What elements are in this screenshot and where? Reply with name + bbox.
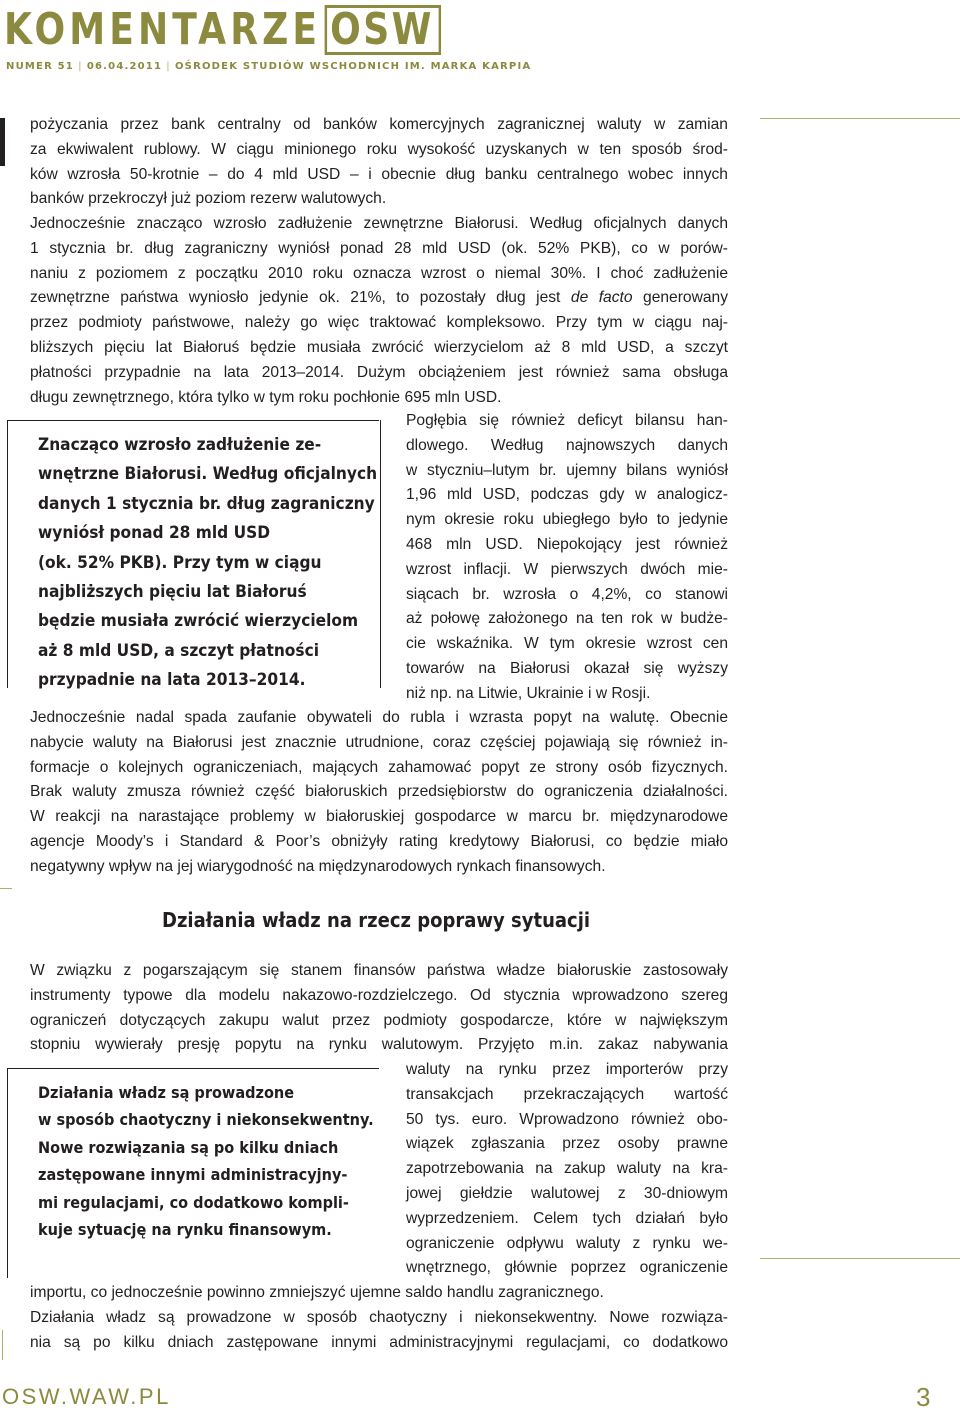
masthead xyxy=(0,0,532,90)
quote-line: Działania władz są prowadzone xyxy=(38,1084,295,1102)
text-line: Jednocześnie znacząco wzrosło zadłużenie zewnętrzne Białorusi. Według oficjalnych danych xyxy=(30,215,728,232)
text-line: W reakcji na narastające problemy w białoruskiej gospodarce w marcu br. międzynarodowe xyxy=(30,808,728,826)
text-line: waluty na rynku przez importerów przy xyxy=(406,1061,728,1078)
pull-quote-chaos xyxy=(7,1068,380,1278)
text-line: zapotrzebowania na zakup waluty na kra- xyxy=(406,1160,728,1178)
quote-line: przypadnie na lata 2013–2014. xyxy=(38,670,306,690)
paragraph-trade-deficit xyxy=(406,409,728,707)
meta-separator: | xyxy=(77,61,83,72)
quote-line: aż 8 mld USD, a szczyt płatności xyxy=(38,640,320,660)
text-line: dlowego. Według najnowszych danych xyxy=(406,436,728,454)
quote-line: Nowe rozwiązania są po kilku dniach xyxy=(38,1138,339,1157)
text-line: importu, co jednocześnie powinno zmniejszyć ujemne saldo handlu zagranicznego. xyxy=(30,1284,604,1301)
paragraph-chaotic-actions xyxy=(30,1306,728,1356)
quote-line: będzie musiała zwrócić wierzycielom xyxy=(38,611,359,631)
decorative-rule xyxy=(2,1330,3,1360)
logo-title: KOMENTARZE xyxy=(4,4,322,55)
quote-line: zastępowane innymi administracyjny- xyxy=(38,1166,348,1185)
quote-line: danych 1 stycznia br. dług zagraniczny xyxy=(38,493,375,513)
text-line: stopniu wywierały presję popytu na rynku walutowym. Przyjęto m.in. zakaz nabywania xyxy=(30,1036,728,1054)
paragraph-import-restrictions xyxy=(406,1058,728,1281)
pull-quote-debt xyxy=(7,420,381,688)
section-heading: Działania władz na rzecz poprawy sytuacji xyxy=(162,908,591,932)
decorative-rule xyxy=(0,888,12,889)
footer-website-link[interactable]: OSW.WAW.PL xyxy=(2,1384,171,1409)
quote-line: w sposób chaotyczny i niekonsekwentny. xyxy=(38,1111,374,1130)
meta-separator: | xyxy=(166,61,171,72)
text-line: 1,96 mld USD, podczas gdy w analogicz- xyxy=(406,486,728,504)
text-line: negatywny wpływ na jej wiarygodność na międzynarodowych rynkach finansowych. xyxy=(30,857,606,875)
text-line: aż połowę założonego na ten rok w budże- xyxy=(406,610,728,628)
text-line: Jednocześnie nadal spada zaufanie obywateli do rubla i wzrasta popyt na walutę. Obecnie xyxy=(30,709,728,726)
decorative-rule xyxy=(760,118,960,119)
publication-logo xyxy=(4,4,441,56)
quote-line: najbliższych pięciu lat Białoruś xyxy=(38,582,307,602)
text-line: w styczniu–lutym br. ujemny bilans wyniósł xyxy=(406,461,728,479)
text-line: Brak waluty zmusza również część białoruskich przedsiębiorstw do ograniczenia działalności. xyxy=(30,783,728,801)
text-line: ków wzrosła 50-krotnie – do 4 mld USD – i obecnie dług banku centralnego wobec innych xyxy=(30,165,728,183)
text-line: pożyczania przez bank centralny od banków komercyjnych zagranicznej waluty w zamian xyxy=(30,116,728,133)
text-line: ograniczenie odpływu waluty z rynku we- xyxy=(406,1234,728,1252)
paragraph-import-continued xyxy=(30,1281,728,1306)
text-line: 50 tys. euro. Wprowadzono również obo- xyxy=(406,1110,728,1128)
text-line: formacje o kolejnych ograniczeniach, mających zahamować popyt ze strony osób fizycznych. xyxy=(30,758,728,776)
paragraph-reserves xyxy=(30,113,728,212)
italic-term: de facto xyxy=(570,289,633,307)
text-line: wzrost inflacji. W pierwszych dwóch mie- xyxy=(406,560,728,578)
text-line: za ekwiwalent rublowy. W ciągu minionego roku wysokość uzyskanych w ten sposób środ- xyxy=(30,140,728,158)
section-marker xyxy=(0,118,5,166)
quote-line: mi regulacjami, co dodatkowo kompli- xyxy=(38,1193,349,1212)
publisher-name: OŚRODEK STUDIÓW WSCHODNICH IM. MARKA KARPIA xyxy=(174,61,532,72)
text-line: 1 stycznia br. dług zagraniczny wyniósł ponad 28 mld USD (ok. 52% PKB), co w porów- xyxy=(30,239,728,257)
issue-number: NUMER 51 xyxy=(6,61,74,72)
quote-line: wnętrzne Białorusi. Według oficjalnych xyxy=(38,464,378,484)
text-line xyxy=(30,286,728,311)
text-line: Działania władz są prowadzone w sposób chaotyczny i niekonsekwentny. Nowe rozwiąza- xyxy=(30,1309,728,1326)
text-line: ograniczeń dotyczących zakupu walut przez podmioty gospodarcze, które w największym xyxy=(30,1011,728,1029)
text-line: wiązek zgłaszania przez osoby prawne xyxy=(406,1135,728,1153)
logo-osw: OSW xyxy=(324,5,441,55)
text-segment: zewnętrzne państwa wyniosło jedynie ok. 21%, to pozostały dług jest xyxy=(30,289,561,307)
text-line: siącach br. wzrosła o 4,2%, co stanowi xyxy=(406,585,728,603)
text-line: transakcjach przekraczających wartość xyxy=(406,1085,728,1103)
text-line: 468 mln USD. Niepokojący jest również xyxy=(406,535,728,553)
text-line: jowej giełdzie walutowej z 30-dniowym xyxy=(406,1184,728,1202)
issue-meta xyxy=(6,61,531,72)
text-line: wyprzedzeniem. Celem tych działań było xyxy=(406,1209,728,1227)
text-line: przez podmioty państwowe, należy go więc traktować kompleksowo. Przy tym w ciągu naj- xyxy=(30,314,728,332)
issue-date: 06.04.2011 xyxy=(86,61,163,72)
text-line: Pogłębia się również deficyt bilansu han- xyxy=(406,412,728,429)
text-line: naniu z poziomem z początku 2010 roku oznacza wzrost o niemal 30%. I choć zadłużenie xyxy=(30,264,728,282)
text-line: nabycie waluty na Białorusi jest znacznie utrudnione, coraz częściej pojawiają się również in- xyxy=(30,733,728,751)
text-line: banków przekroczył już poziom rezerw walutowych. xyxy=(30,190,387,208)
quote-line: wyniósł ponad 28 mld USD xyxy=(38,523,271,543)
quote-line: (ok. 52% PKB). Przy tym w ciągu xyxy=(38,552,322,572)
quote-line: Znacząco wzrosło zadłużenie ze- xyxy=(38,435,322,454)
text-line: płatności przypadnie na lata 2013–2014. Dużym obciążeniem jest również sama obsługa xyxy=(30,363,728,381)
text-line: długu zewnętrznego, która tylko w tym roku pochłonie 695 mln USD. xyxy=(30,388,502,406)
text-line: nym okresie roku ubiegłego było to jedynie xyxy=(406,511,728,529)
text-line: cie wskaźnika. W tym okresie wzrost cen xyxy=(406,635,728,653)
decorative-rule xyxy=(760,1258,960,1259)
text-line: nia są po kilku dniach zastępowane innymi administracyjnymi regulacjami, co dodatkowo xyxy=(30,1333,728,1351)
text-line: wnętrznego, głównie poprzez ograniczenie xyxy=(406,1259,728,1277)
text-line: agencje Moody’s i Standard & Poor’s obniżyły rating kredytowy Białorusi, co będzie miało xyxy=(30,832,728,850)
text-line: towarów na Białorusi okazał się wyższy xyxy=(406,659,728,677)
text-line: niż np. na Litwie, Ukrainie i w Rosji. xyxy=(406,684,651,702)
paragraph-government-measures xyxy=(30,959,728,1058)
page-number: 3 xyxy=(916,1382,931,1412)
text-line: instrumenty typowe dla modelu nakazowo-rozdzielczego. Od stycznia wprowadzono szereg xyxy=(30,986,728,1004)
quote-line: kuje sytuację na rynku finansowym. xyxy=(38,1221,332,1240)
paragraph-currency-demand xyxy=(30,706,728,880)
text-segment: generowany xyxy=(643,289,728,307)
paragraph-external-debt xyxy=(30,212,728,410)
text-line: bliższych pięciu lat Białoruś będzie musiała zwrócić wierzycielom aż 8 mld USD, a szczyt xyxy=(30,338,728,356)
text-line: W związku z pogarszającym się stanem finansów państwa władze białoruskie zastosowały xyxy=(30,962,728,979)
